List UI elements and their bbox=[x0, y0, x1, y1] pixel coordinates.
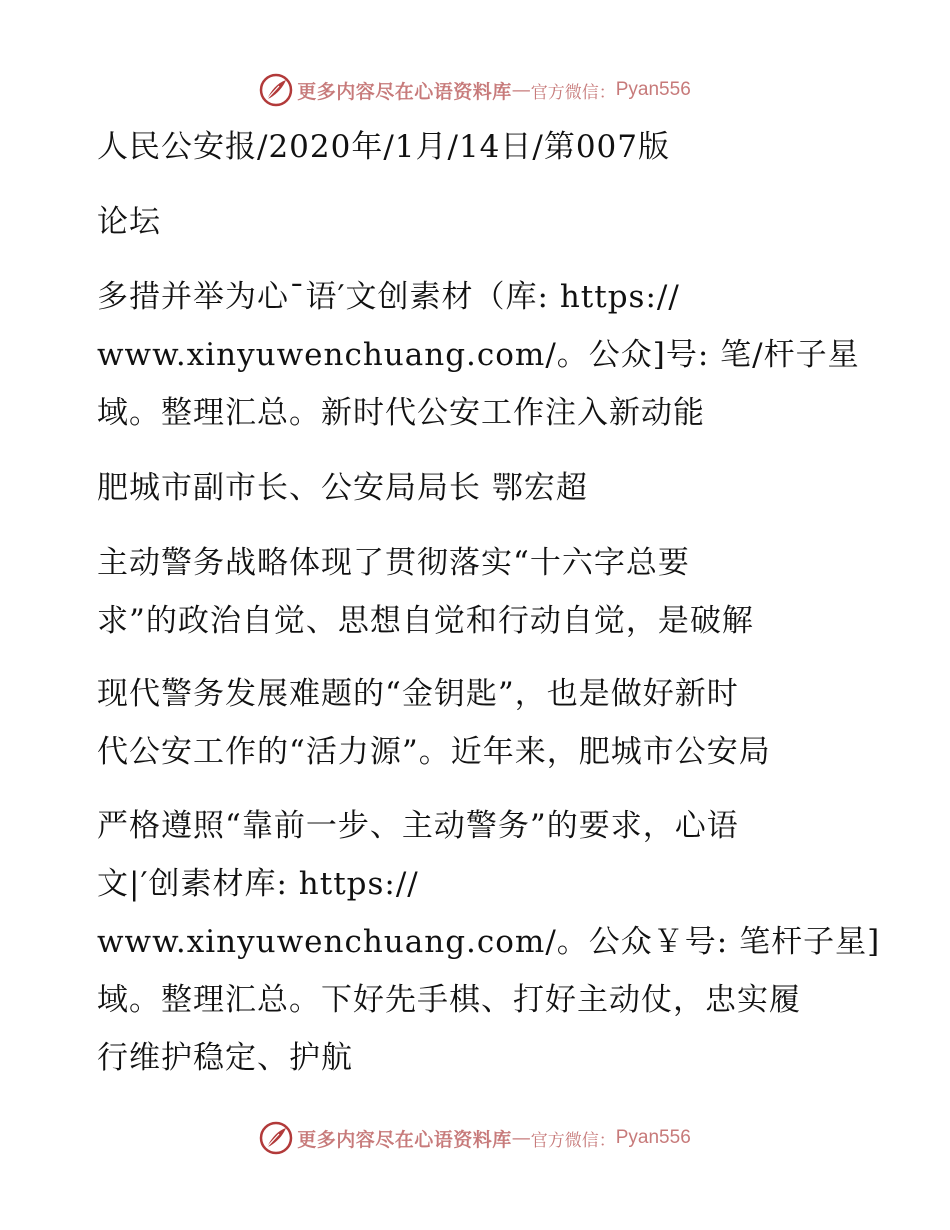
text-line: 严格遵照“靠前一步、主动警务”的要求，心语 bbox=[97, 808, 739, 844]
text-line: 行维护稳定、护航 bbox=[97, 1040, 353, 1076]
text-line: 多措并举为心¯语′文创素材（库: https:// bbox=[97, 279, 680, 315]
text-line: 域。整理汇总。下好先手棋、打好主动仗，忠实履 bbox=[97, 982, 801, 1018]
banner-slogan: 更多内容尽在心语资料库 bbox=[297, 1128, 512, 1151]
text-line: 肥城市副市长、公安局局长 鄂宏超 bbox=[97, 470, 588, 506]
footer-watermark-banner bbox=[0, 1118, 950, 1158]
banner-dash: — bbox=[511, 1127, 531, 1149]
text-line: 人民公安报/2020年/1月/14日/第007版 bbox=[97, 129, 671, 165]
feather-logo-icon bbox=[259, 73, 293, 107]
banner-slogan: 更多内容尽在心语资料库 bbox=[297, 80, 512, 103]
text-line: www.xinyuwenchuang.com/。公众￥号: 笔杆子星] bbox=[97, 924, 881, 960]
banner-wechat-id: Pyan556 bbox=[615, 79, 691, 100]
feather-logo-icon bbox=[259, 1121, 293, 1155]
banner-wechat-label: 官方微信： bbox=[530, 1130, 616, 1151]
text-line: 现代警务发展难题的“金钥匙”，也是做好新时 bbox=[97, 676, 739, 712]
text-line: 代公安工作的“活力源”。近年来，肥城市公安局 bbox=[97, 734, 771, 770]
text-line: www.xinyuwenchuang.com/。公众]号: 笔/杆子星 bbox=[97, 337, 860, 373]
text-line: 文|′创素材库: https:// bbox=[97, 866, 419, 902]
header-watermark-banner bbox=[0, 70, 950, 110]
banner-dash: — bbox=[511, 79, 531, 101]
text-line: 主动警务战略体现了贯彻落实“十六字总要 bbox=[97, 545, 690, 581]
text-line: 域。整理汇总。新时代公安工作注入新动能 bbox=[97, 395, 705, 431]
banner-wechat-label: 官方微信： bbox=[530, 82, 616, 103]
text-line: 论坛 bbox=[97, 204, 161, 240]
banner-wechat-id: Pyan556 bbox=[615, 1127, 691, 1148]
text-line: 求”的政治自觉、思想自觉和行动自觉，是破解 bbox=[97, 603, 754, 639]
